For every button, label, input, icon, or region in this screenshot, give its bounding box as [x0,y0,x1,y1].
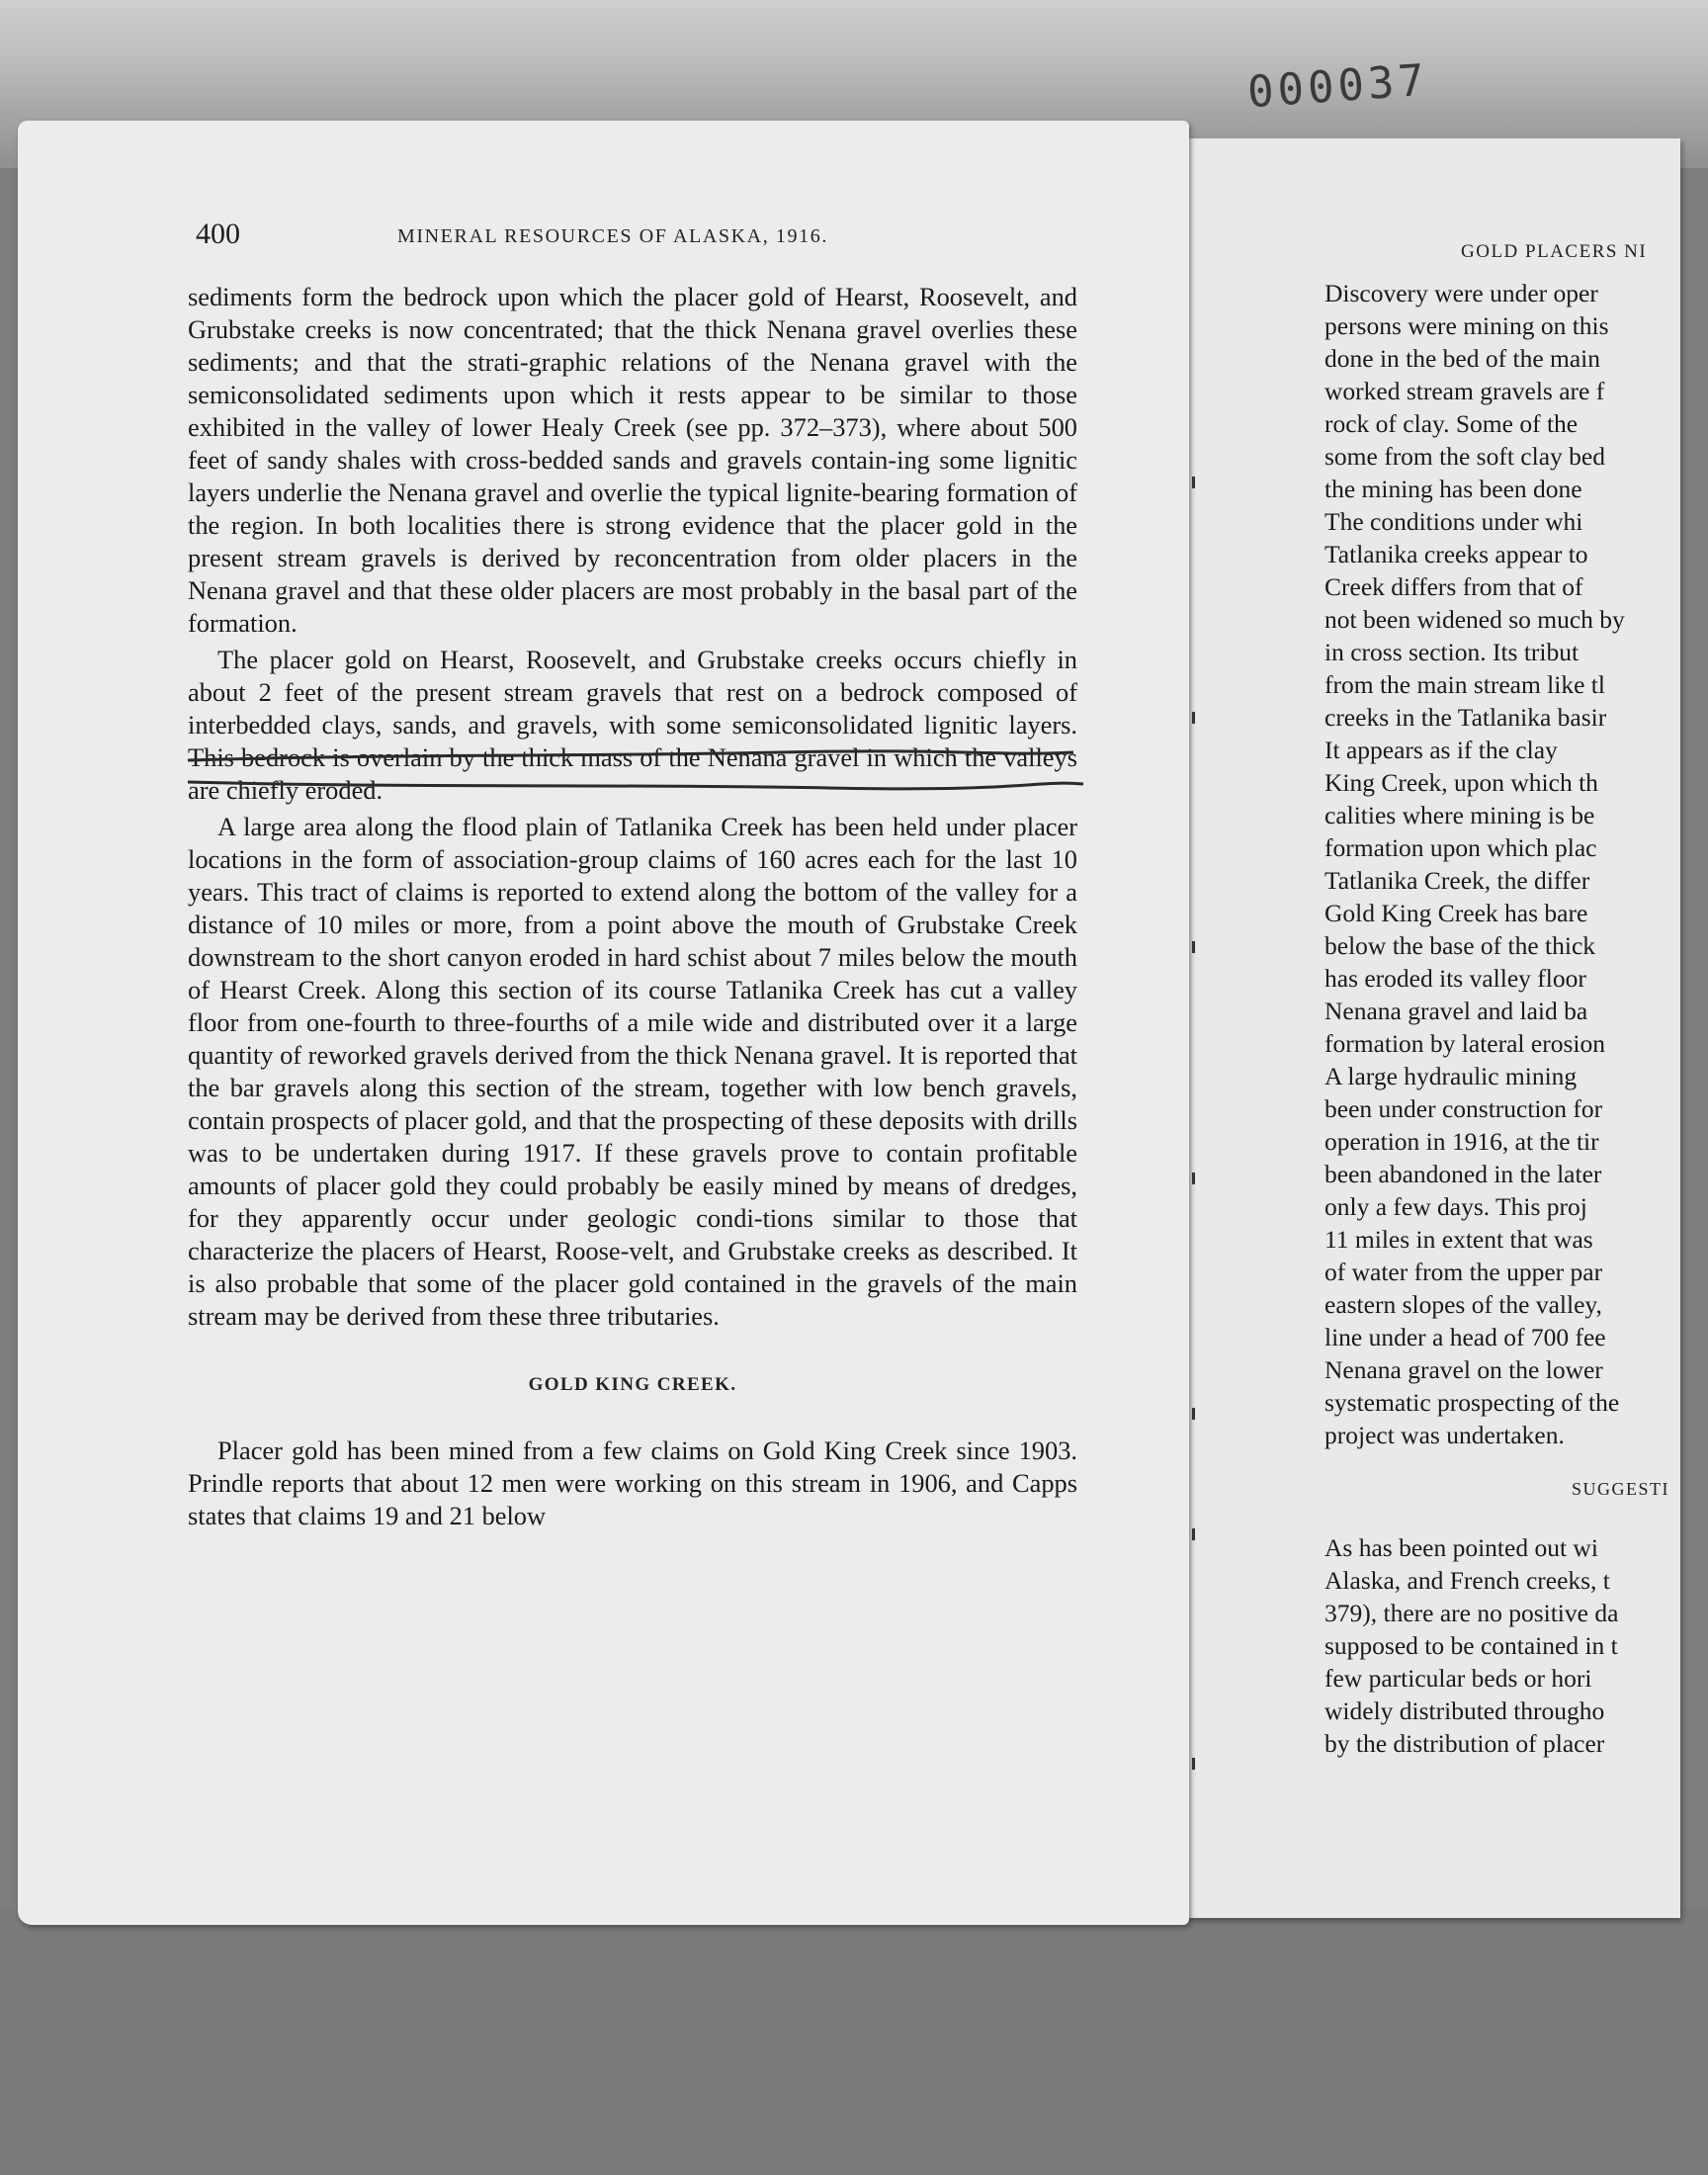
text-line: rock of clay. Some of the [1324,409,1579,438]
text-line: from the main stream like tl [1324,670,1605,699]
running-head: MINERAL RESOURCES OF ALASKA, 1916. [397,225,828,247]
text-line: of water from the upper par [1324,1258,1603,1286]
text-line: not been widened so much by [1324,605,1625,634]
text-line: systematic prospecting of the [1324,1388,1620,1417]
text-line: creeks in the Tatlanika basir [1324,703,1607,732]
left-page-header [196,218,1085,257]
text-line: The conditions under whi [1324,507,1583,536]
margin-mark [1192,1528,1195,1540]
text-line: been under construction for [1324,1094,1603,1123]
text-line: Alaska, and French creeks, t [1324,1566,1610,1595]
right-subheading: SUGGESTI [1572,1479,1670,1499]
text-line: Tatlanika creeks appear to [1324,540,1588,568]
text-line: formation by lateral erosion [1324,1029,1605,1058]
scan-background-bottom [0,1908,1708,2175]
text-line: Creek differs from that of [1324,572,1583,601]
margin-mark [1192,1408,1195,1420]
margin-mark [1192,1173,1195,1184]
right-text-column [1324,277,1680,1878]
text-line: As has been pointed out wi [1324,1533,1598,1562]
text-line: 379), there are no positive da [1324,1599,1619,1627]
margin-mark [1192,477,1195,488]
margin-mark [1192,941,1195,953]
right-running-head: GOLD PLACERS NI [1461,241,1648,262]
paragraph: The placer gold on Hearst, Roosevelt, and Grubstake creeks occurs chiefly in about 2 feet of the present stream gravels that rest on a bedrock composed of interbedded clays, sands, and gravels, with some semiconsolidated lignitic layers. This bedrock is overlain by the thick mass of the Nenana gravel in which the valleys are chiefly eroded. [188,645,1077,805]
left-text-column [188,281,1077,1532]
text-line: King Creek, upon which th [1324,768,1598,797]
text-line: operation in 1916, at the tir [1324,1127,1599,1156]
page-number: 400 [196,218,240,250]
text-line: calities where mining is be [1324,801,1595,829]
text-line: formation upon which plac [1324,833,1597,862]
paragraph: A large area along the flood plain of Tatlanika Creek has been held under placer locations in the form of association-group claims of 160 acres each for the last 10 years. This tract of claims is reported to extend along the bottom of the valley for a distance of 10 miles or more, from a point above the mouth of Grubstake Creek downstream to the short canyon eroded in hard schist about 7 miles below the mouth of Hearst Creek. Along this section of its course Tatlanika Creek has cut a valley floor from one-fourth to three-fourths of a mile wide and distributed over it a large quantity of reworked gravels derived from the thick Nenana gravel. It is reported that the bar gravels along this section of the stream, together with low bench gravels, contain prospects of placer gold, and that the prospecting of these deposits with drills was to be undertaken during 1917. If these gravels prove to contain profitable amounts of placer gold they could probably be easily mined by means of dredges, for they apparently occur under geologic condi-tions similar to those that characterize the placers of Hearst, Roose-velt, and Grubstake creeks as described. It is also probable that some of the placer gold contained in the gravels of the main stream may be derived from these three tributaries. [188,812,1078,1331]
text-line: persons were mining on this [1324,311,1609,340]
text-line: Nenana gravel and laid ba [1324,997,1588,1025]
document-stamp: 000037 [1245,54,1430,119]
text-line: few particular beds or hori [1324,1664,1592,1693]
text-line: been abandoned in the later [1324,1160,1602,1188]
paragraph: sediments form the bedrock upon which the placer gold of Hearst, Roosevelt, and Grubstake creeks is now concentrated; that the thick Nenana gravel overlies these sediments; and that the strati-graphic relations of the Nenana gravel with the semiconsolidated sediments upon which it rests appear to be similar to those exhibited in the valley of lower Healy Creek (see pp. 372–373), where about 500 feet of sandy shales with cross-bedded sands and gravels contain-ing some lignitic layers underlie the Nenana gravel and overlie the typical lignite-bearing formation of the region. In both localities there is strong evidence that the placer gold in the present stream gravels is derived by reconcentration from older placers in the Nenana gravel and that these older placers are most probably in the basal part of the formation. [188,282,1077,638]
text-line: Discovery were under oper [1324,279,1598,307]
hand-drawn-underline [186,776,1085,806]
text-line: 11 miles in extent that was [1324,1225,1593,1254]
text-line: supposed to be contained in t [1324,1631,1618,1660]
text-line: the mining has been done [1324,475,1582,503]
text-line: by the distribution of placer [1324,1729,1605,1758]
text-line: Nenana gravel on the lower [1324,1355,1603,1384]
paragraph: Placer gold has been mined from a few claims on Gold King Creek since 1903. Prindle reports that about 12 men were working on this stream in 1906, and Capps states that claims 19 and 21 below [188,1436,1077,1530]
text-line: It appears as if the clay [1324,736,1558,764]
text-line: in cross section. Its tribut [1324,638,1580,666]
section-heading: GOLD KING CREEK. [528,1374,737,1395]
text-line: done in the bed of the main [1324,344,1601,373]
text-line: below the base of the thick [1324,931,1596,960]
text-line: line under a head of 700 fee [1324,1323,1606,1351]
margin-mark [1192,1758,1195,1770]
text-line: Tatlanika Creek, the differ [1324,866,1590,895]
text-line: Gold King Creek has bare [1324,899,1588,927]
text-line: has eroded its valley floor [1324,964,1586,993]
text-line: worked stream gravels are f [1324,377,1605,405]
text-line: widely distributed througho [1324,1696,1605,1725]
text-line: eastern slopes of the valley, [1324,1290,1602,1319]
margin-mark [1192,712,1195,724]
text-line: some from the soft clay bed [1324,442,1605,471]
text-line: A large hydraulic mining [1324,1062,1578,1090]
text-line: only a few days. This proj [1324,1192,1587,1221]
text-line: project was undertaken. [1324,1421,1565,1449]
